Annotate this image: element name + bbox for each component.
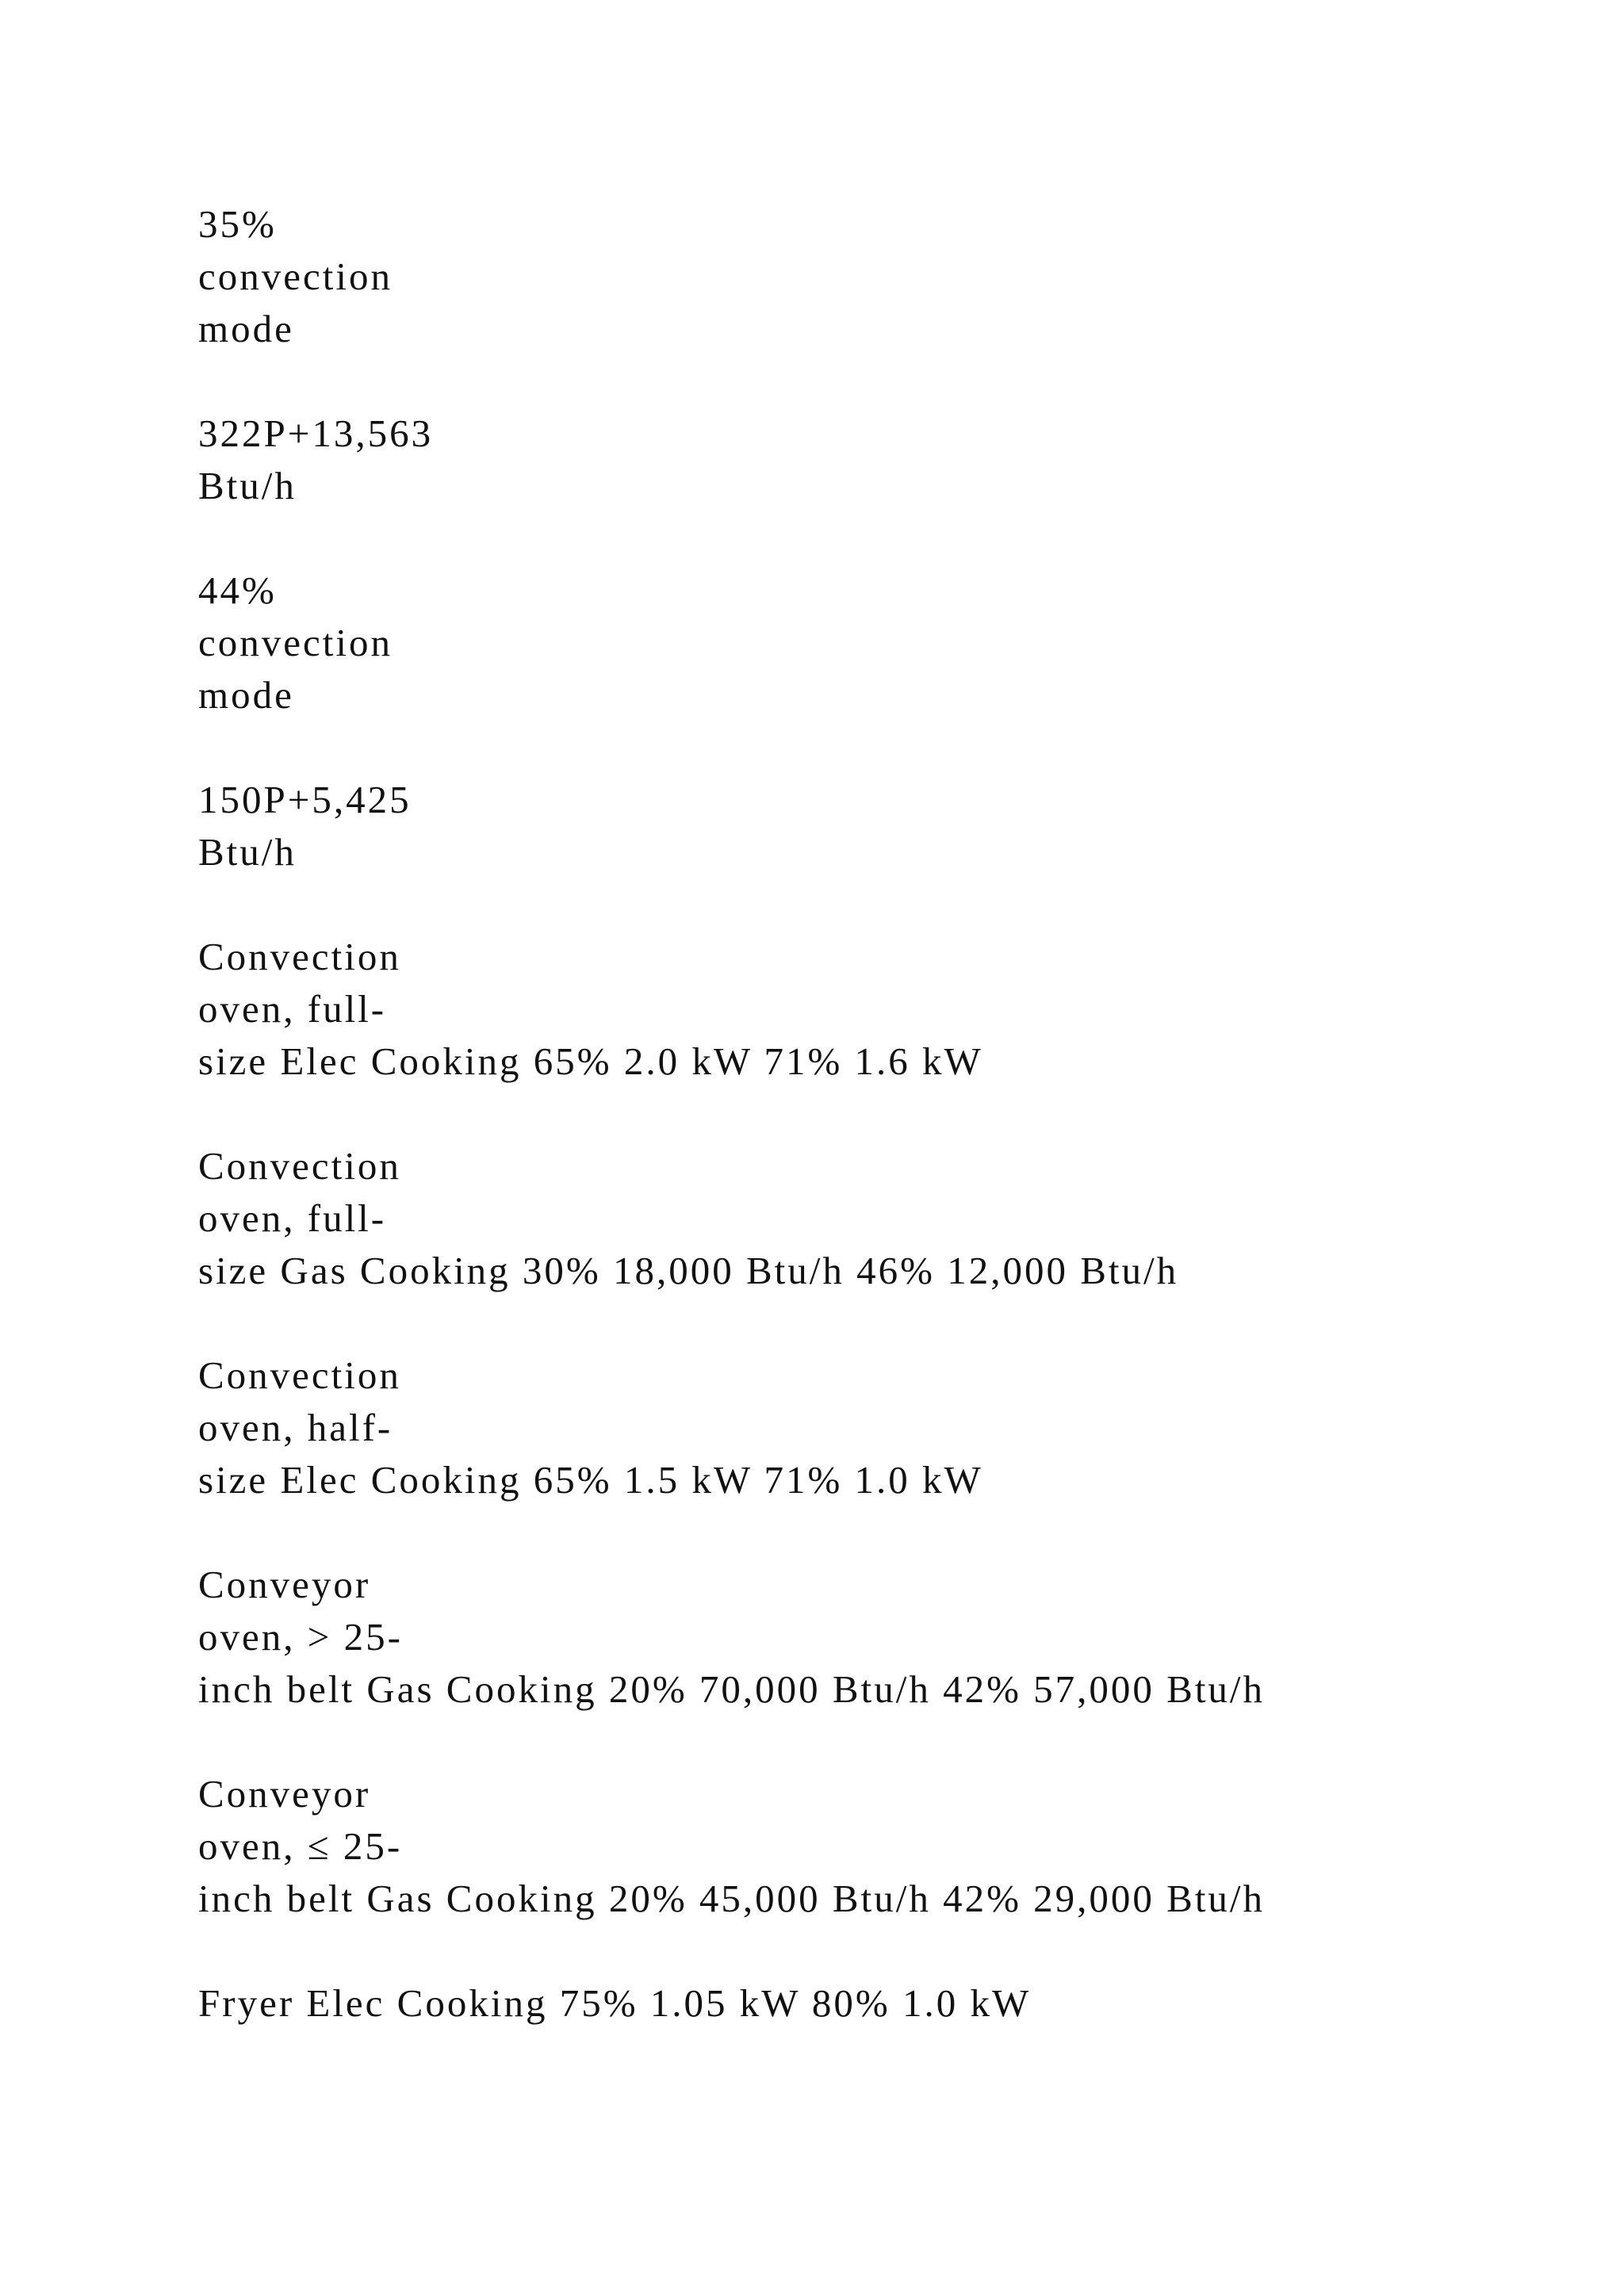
paragraph-convection-oven-full-elec bbox=[198, 931, 1546, 1088]
text-line: 44% bbox=[198, 568, 277, 612]
text-line: convection bbox=[198, 254, 393, 298]
paragraph-convection-oven-full-gas bbox=[198, 1140, 1546, 1297]
text-line: Conveyor bbox=[198, 1563, 371, 1606]
text-line: mode bbox=[198, 673, 294, 717]
text-line: Fryer Elec Cooking 75% 1.05 kW 80% 1.0 kW bbox=[198, 1981, 1032, 2025]
paragraph-322p-formula bbox=[198, 408, 1546, 512]
text-line: size Elec Cooking 65% 1.5 kW 71% 1.0 kW bbox=[198, 1458, 983, 1502]
text-line: inch belt Gas Cooking 20% 45,000 Btu/h 42% 29,000 Btu/h bbox=[198, 1877, 1266, 1920]
text-line: Convection bbox=[198, 935, 401, 978]
text-line: size Elec Cooking 65% 2.0 kW 71% 1.6 kW bbox=[198, 1039, 983, 1083]
text-line: oven, half- bbox=[198, 1406, 393, 1449]
text-line: Btu/h bbox=[198, 464, 297, 507]
paragraph-35-convection-mode bbox=[198, 198, 1546, 355]
paragraph-convection-oven-half-elec bbox=[198, 1349, 1546, 1506]
paragraph-conveyor-oven-large bbox=[198, 1559, 1546, 1716]
paragraph-150p-formula bbox=[198, 774, 1546, 878]
text-line: mode bbox=[198, 307, 294, 350]
text-line: 322P+13,563 bbox=[198, 411, 434, 455]
text-line: 35% bbox=[198, 202, 277, 246]
text-line: oven, ≤ 25- bbox=[198, 1824, 403, 1868]
text-line: Convection bbox=[198, 1144, 401, 1188]
text-line: Btu/h bbox=[198, 830, 297, 874]
text-line: size Gas Cooking 30% 18,000 Btu/h 46% 12,000 Btu/h bbox=[198, 1249, 1179, 1292]
text-line: Convection bbox=[198, 1353, 401, 1397]
text-line: inch belt Gas Cooking 20% 70,000 Btu/h 42% 57,000 Btu/h bbox=[198, 1667, 1266, 1711]
text-line: convection bbox=[198, 621, 393, 664]
text-line: Conveyor bbox=[198, 1772, 371, 1816]
text-line: 150P+5,425 bbox=[198, 778, 412, 821]
paragraph-conveyor-oven-small bbox=[198, 1768, 1546, 1925]
paragraph-fryer-elec bbox=[198, 1977, 1546, 2030]
paragraph-44-convection-mode bbox=[198, 564, 1546, 721]
text-line: oven, full- bbox=[198, 1196, 387, 1240]
text-line: oven, full- bbox=[198, 987, 387, 1031]
document-body bbox=[198, 198, 1546, 2082]
text-line: oven, > 25- bbox=[198, 1615, 403, 1659]
